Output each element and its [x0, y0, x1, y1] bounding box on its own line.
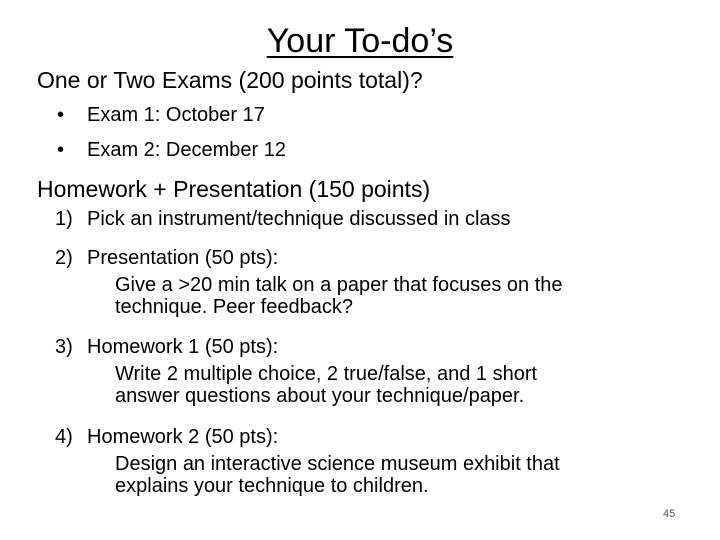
exams-heading: One or Two Exams (200 points total)?	[37, 67, 423, 93]
bullet-icon: •	[57, 139, 65, 161]
item-title: Homework 1 (50 pts):	[87, 336, 279, 358]
item-description-line: Give a >20 min talk on a paper that focuses on the	[115, 274, 563, 296]
list-item	[55, 425, 278, 449]
page-number: 45	[663, 508, 676, 520]
homework-heading: Homework + Presentation (150 points)	[37, 176, 431, 202]
item-description-line: Design an interactive science museum exhibit that	[115, 453, 560, 475]
list-item	[55, 335, 278, 359]
item-description-line: Write 2 multiple choice, 2 true/false, and 1 short	[115, 363, 538, 385]
item-number: 2)	[55, 247, 73, 269]
list-item	[57, 102, 265, 128]
slide-title: Your To-do’s	[266, 22, 454, 60]
item-title: Homework 2 (50 pts):	[87, 426, 279, 448]
item-description-line: technique. Peer feedback?	[115, 296, 353, 318]
list-item	[55, 246, 278, 270]
exam-2-text: Exam 2: December 12	[87, 139, 286, 161]
exam-1-text: Exam 1: October 17	[87, 104, 265, 126]
list-item	[57, 137, 286, 163]
item-number: 3)	[55, 336, 73, 358]
bullet-icon: •	[57, 104, 65, 126]
item-number: 1)	[55, 208, 73, 230]
item-title: Presentation (50 pts):	[87, 247, 279, 269]
item-title: Pick an instrument/technique discussed in class	[87, 208, 511, 230]
item-description-line: answer questions about your technique/paper.	[115, 385, 525, 407]
list-item	[55, 207, 511, 231]
item-number: 4)	[55, 426, 73, 448]
item-description-line: explains your technique to children.	[115, 475, 429, 497]
